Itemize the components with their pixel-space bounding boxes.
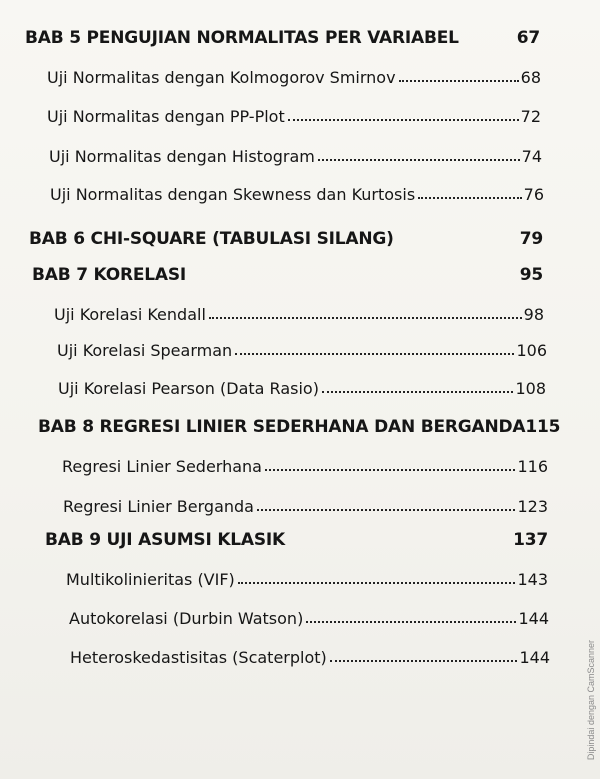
toc-chapter-9[interactable] — [45, 530, 548, 550]
entry-title: Uji Korelasi Spearman — [57, 341, 233, 360]
toc-chapter-6[interactable] — [29, 229, 543, 249]
entry-page-number: 123 — [517, 497, 548, 516]
dot-leader — [330, 659, 518, 662]
entry-page-number: 143 — [517, 570, 548, 589]
toc-entry-regresi-sederhana[interactable] — [62, 457, 548, 476]
entry-page-number: 108 — [515, 379, 546, 398]
chapter-title: BAB 8 REGRESI LINIER SEDERHANA DAN BERGANDA — [38, 417, 526, 437]
chapter-page-number: 67 — [516, 28, 540, 48]
chapter-title: BAB 5 PENGUJIAN NORMALITAS PER VARIABEL — [25, 28, 459, 48]
dot-leader — [418, 196, 521, 199]
entry-page-number: 74 — [521, 147, 542, 166]
toc-entry-kolmogorov[interactable] — [47, 68, 541, 87]
entry-page-number: 76 — [523, 185, 544, 204]
chapter-page-number: 79 — [519, 229, 543, 249]
toc-entry-spearman[interactable] — [57, 341, 547, 360]
entry-page-number: 144 — [518, 609, 549, 628]
dot-leader — [265, 468, 515, 471]
dot-leader — [306, 620, 516, 623]
entry-page-number: 106 — [516, 341, 547, 360]
toc-entry-autokorelasi[interactable] — [69, 609, 549, 628]
dot-leader — [322, 390, 514, 393]
entry-title: Uji Normalitas dengan PP-Plot — [47, 107, 285, 126]
toc-entry-multikolinieritas[interactable] — [66, 570, 548, 589]
entry-title: Uji Korelasi Pearson (Data Rasio) — [58, 379, 319, 398]
entry-title: Regresi Linier Berganda — [63, 497, 254, 516]
toc-chapter-5[interactable] — [25, 28, 540, 48]
toc-chapter-7[interactable] — [32, 265, 543, 285]
chapter-page-number: 137 — [513, 530, 548, 550]
entry-page-number: 116 — [517, 457, 548, 476]
toc-entry-skewness[interactable] — [50, 185, 544, 204]
entry-page-number: 68 — [520, 68, 541, 87]
toc-entry-histogram[interactable] — [49, 147, 542, 166]
toc-chapter-8[interactable] — [38, 417, 561, 437]
chapter-page-number: 95 — [519, 265, 543, 285]
entry-title: Uji Normalitas dengan Kolmogorov Smirnov — [47, 68, 396, 87]
dot-leader — [399, 79, 519, 82]
entry-title: Uji Korelasi Kendall — [54, 305, 206, 324]
entry-title: Uji Normalitas dengan Histogram — [49, 147, 315, 166]
entry-title: Autokorelasi (Durbin Watson) — [69, 609, 304, 628]
chapter-title: BAB 9 UJI ASUMSI KLASIK — [45, 530, 286, 550]
dot-leader — [235, 352, 514, 355]
dot-leader — [257, 508, 515, 511]
entry-title: Regresi Linier Sederhana — [62, 457, 262, 476]
dot-leader — [318, 158, 520, 161]
dot-leader — [238, 581, 516, 584]
entry-title: Heteroskedastisitas (Scaterplot) — [70, 648, 327, 667]
toc-entry-pp-plot[interactable] — [47, 107, 541, 126]
dot-leader — [209, 316, 522, 319]
scanner-watermark-text: Dipindai dengan CamScanner — [586, 640, 596, 761]
chapter-title: BAB 7 KORELASI — [32, 265, 187, 285]
entry-page-number: 72 — [520, 107, 541, 126]
toc-entry-pearson[interactable] — [58, 379, 546, 398]
entry-title: Uji Normalitas dengan Skewness dan Kurtosis — [50, 185, 416, 204]
entry-page-number: 144 — [519, 648, 550, 667]
toc-entry-kendall[interactable] — [54, 305, 544, 324]
chapter-title: BAB 6 CHI-SQUARE (TABULASI SILANG) — [29, 229, 394, 249]
chapter-page-number: 115 — [525, 417, 561, 437]
scanner-watermark — [586, 640, 596, 760]
toc-entry-regresi-berganda[interactable] — [63, 497, 548, 516]
dot-leader — [288, 118, 519, 121]
entry-title: Multikolinieritas (VIF) — [66, 570, 235, 589]
toc-entry-heteroskedastisitas[interactable] — [70, 648, 550, 667]
entry-page-number: 98 — [523, 305, 544, 324]
